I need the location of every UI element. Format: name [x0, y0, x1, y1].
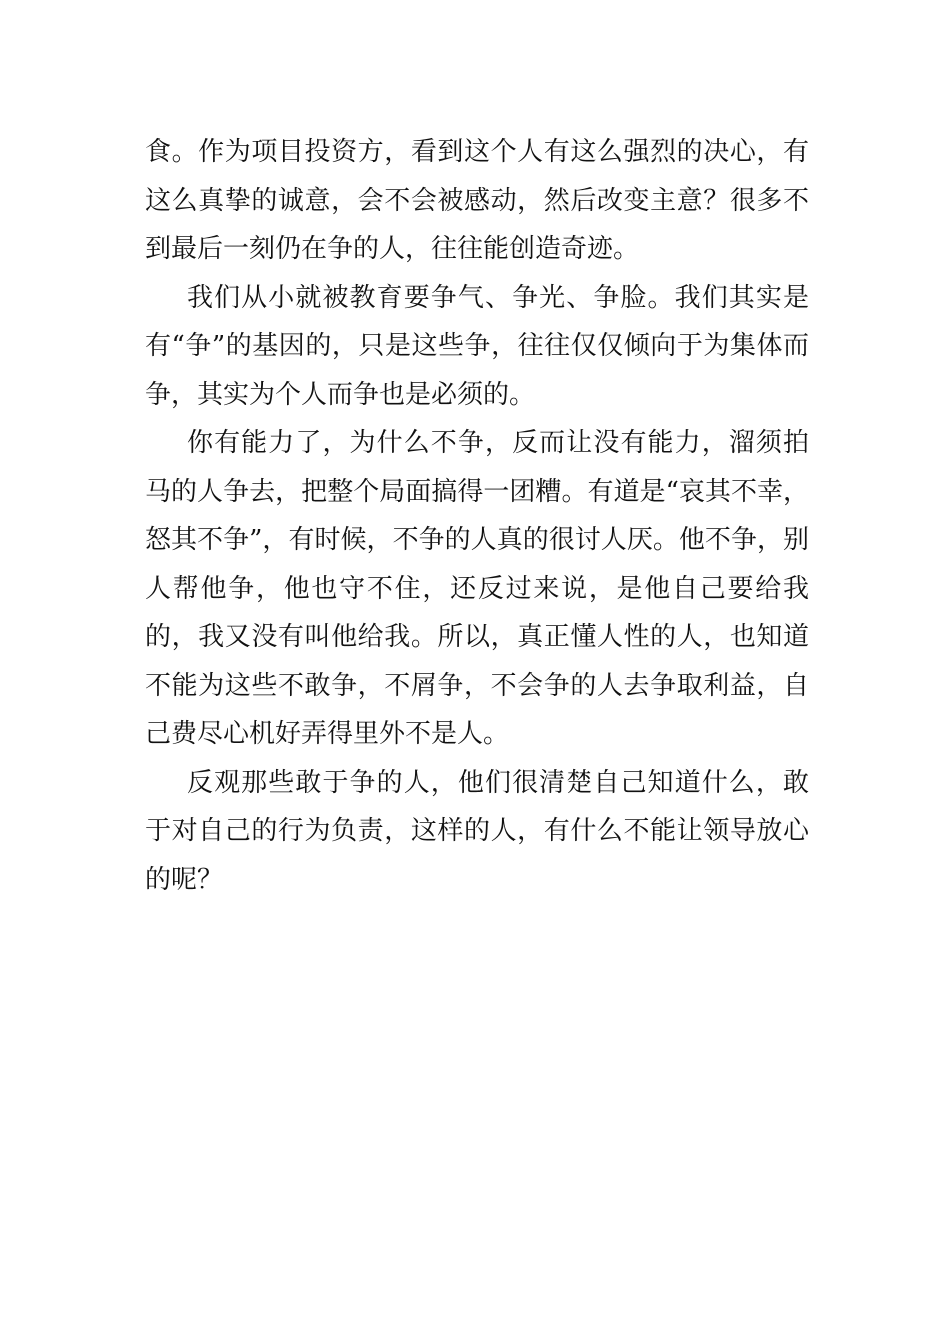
- document-body: [145, 128, 809, 904]
- paragraph: 你有能力了，为什么不争，反而让没有能力，溜须拍马的人争去，把整个局面搞得一团糟。有道是“哀其不幸，怒其不争”，有时候，不争的人真的很讨人厌。他不争，别人帮他争，他也守不住，还反过来说，是他自己要给我的，我又没有叫他给我。所以，真正懂人性的人，也知道不能为这些不敢争，不屑争，不会争的人去争取利益，自己费尽心机好弄得里外不是人。: [145, 428, 809, 749]
- paragraph: 我们从小就被教育要争气、争光、争脸。我们其实是有“争”的基因的，只是这些争，往往仅仅倾向于为集体而争，其实为个人而争也是必须的。: [145, 282, 809, 410]
- paragraph-continued: 食。作为项目投资方，看到这个人有这么强烈的决心，有这么真挚的诚意，会不会被感动，然后改变主意？很多不到最后一刻仍在争的人，往往能创造奇迹。: [145, 137, 809, 264]
- paragraph: 反观那些敢于争的人，他们很清楚自己知道什么，敢于对自己的行为负责，这样的人，有什么不能让领导放心的呢？: [145, 767, 809, 895]
